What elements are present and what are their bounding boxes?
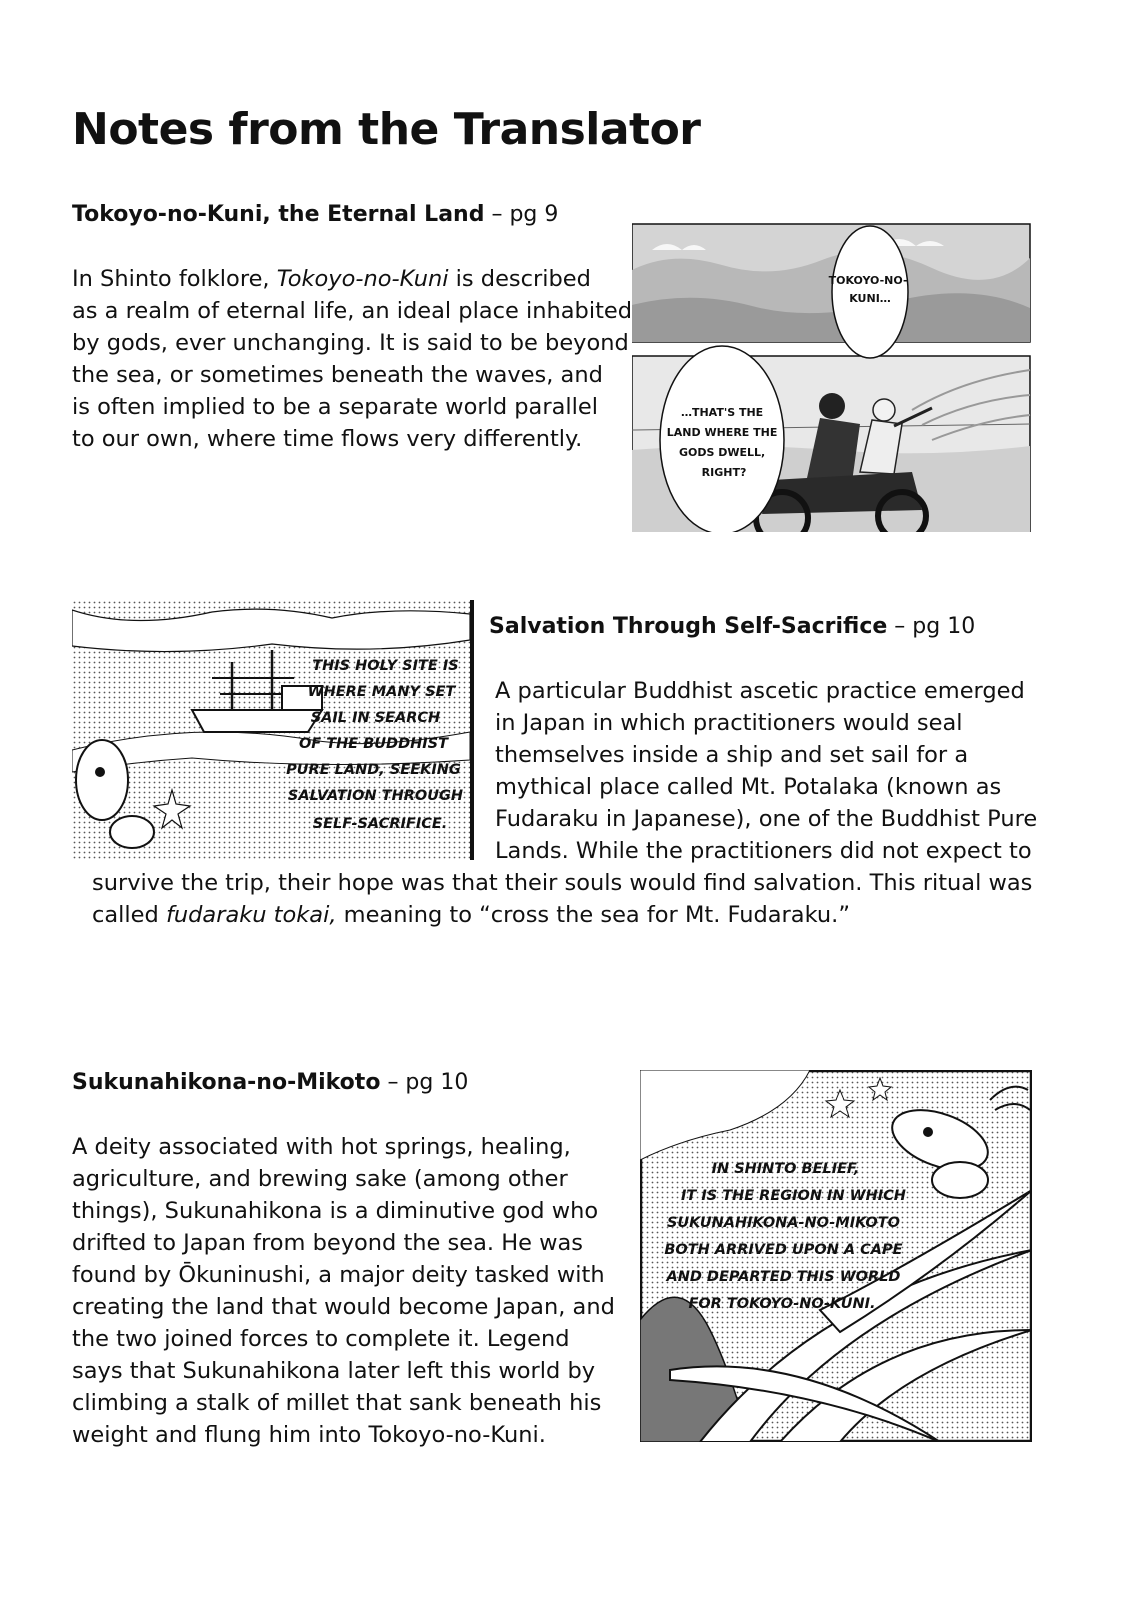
page-ref: – pg 9 (491, 202, 559, 227)
body-line: things), Sukunahikona is a diminutive god who (72, 1198, 599, 1224)
body-line: the sea, or sometimes beneath the waves, and (72, 362, 603, 388)
body-line: as a realm of eternal life, an ideal place inhabited (72, 298, 633, 324)
manga-panel-millet (640, 1070, 1032, 1442)
section-body-sukunahikona (72, 1131, 615, 1451)
body-line: In Shinto folklore, Tokoyo-no-Kuni is described (72, 266, 591, 292)
section-heading-salvation (489, 614, 975, 639)
body-line: A deity associated with hot springs, healing, (72, 1134, 571, 1160)
term: Salvation Through Self-Sacrifice (489, 614, 888, 639)
body-line: climbing a stalk of millet that sank beneath his (72, 1390, 602, 1416)
panel-caption: IN SHINTO BELIEF, IT IS THE REGION IN WHICH SUKUNAHIKONA-NO-MIKOTO BOTH ARRIVED UPON A CAPE AND DEPARTED THIS WORLD FOR TOKOYO-NO-KUNI. (664, 1161, 906, 1312)
page-ref: – pg 10 (387, 1070, 469, 1095)
body-line: Lands. While the practitioners did not expect to (495, 838, 1032, 864)
body-line: called fudaraku tokai, meaning to “cross the sea for Mt. Fudaraku.” (92, 902, 850, 928)
speech-bubble (660, 346, 784, 532)
body-line: themselves inside a ship and set sail for a (495, 742, 969, 768)
body-line: Fudaraku in Japanese), one of the Buddhist Pure (495, 806, 1038, 832)
body-line: A particular Buddhist ascetic practice emerged (495, 678, 1025, 704)
bubble-text: …THAT'S THE LAND WHERE THE GODS DWELL, RIGHT? (666, 406, 778, 479)
manga-panel-motorcycle (632, 210, 1032, 532)
body-line: agriculture, and brewing sake (among other (72, 1166, 568, 1192)
body-line: mythical place called Mt. Potalaka (known as (495, 774, 1002, 800)
body-line: found by Ōkuninushi, a major deity tasked with (72, 1262, 605, 1288)
body-line: weight and flung him into Tokoyo-no-Kuni. (72, 1422, 546, 1448)
body-line: survive the trip, their hope was that their souls would find salvation. This ritual was (92, 870, 1033, 896)
section-heading-tokoyo (72, 202, 558, 227)
body-line: the two joined forces to complete it. Legend (72, 1326, 570, 1352)
term: Sukunahikona-no-Mikoto (72, 1070, 381, 1095)
page-ref: – pg 10 (894, 614, 976, 639)
panel-illustration (72, 600, 474, 860)
section-body-salvation (495, 675, 1037, 867)
body-line: in Japan in which practitioners would seal (495, 710, 963, 736)
manga-panel-ship (72, 600, 474, 860)
body-line: is often implied to be a separate world parallel (72, 394, 598, 420)
body-line: says that Sukunahikona later left this world by (72, 1358, 596, 1384)
section-body-tokoyo (72, 263, 632, 455)
body-line: to our own, where time flows very differently. (72, 426, 583, 452)
section-body-salvation-cont (92, 867, 1032, 931)
term: Tokoyo-no-Kuni, the Eternal Land (72, 202, 485, 227)
bubble-text: TOKOYO-NO- KUNI… (828, 274, 908, 305)
panel-illustration (640, 1070, 1032, 1442)
section-heading-sukunahikona (72, 1070, 468, 1095)
body-line: creating the land that would become Japan, and (72, 1294, 615, 1320)
body-line: by gods, ever unchanging. It is said to be beyond (72, 330, 629, 356)
page-title: Notes from the Translator (72, 104, 701, 155)
body-line: drifted to Japan from beyond the sea. He was (72, 1230, 584, 1256)
panel-illustration (632, 210, 1032, 532)
panel-caption: THIS HOLY SITE IS WHERE MANY SET SAIL IN SEARCH OF THE BUDDHIST PURE LAND, SEEKING SALVATION THROUGH SELF-SACRIFICE. (286, 658, 464, 832)
